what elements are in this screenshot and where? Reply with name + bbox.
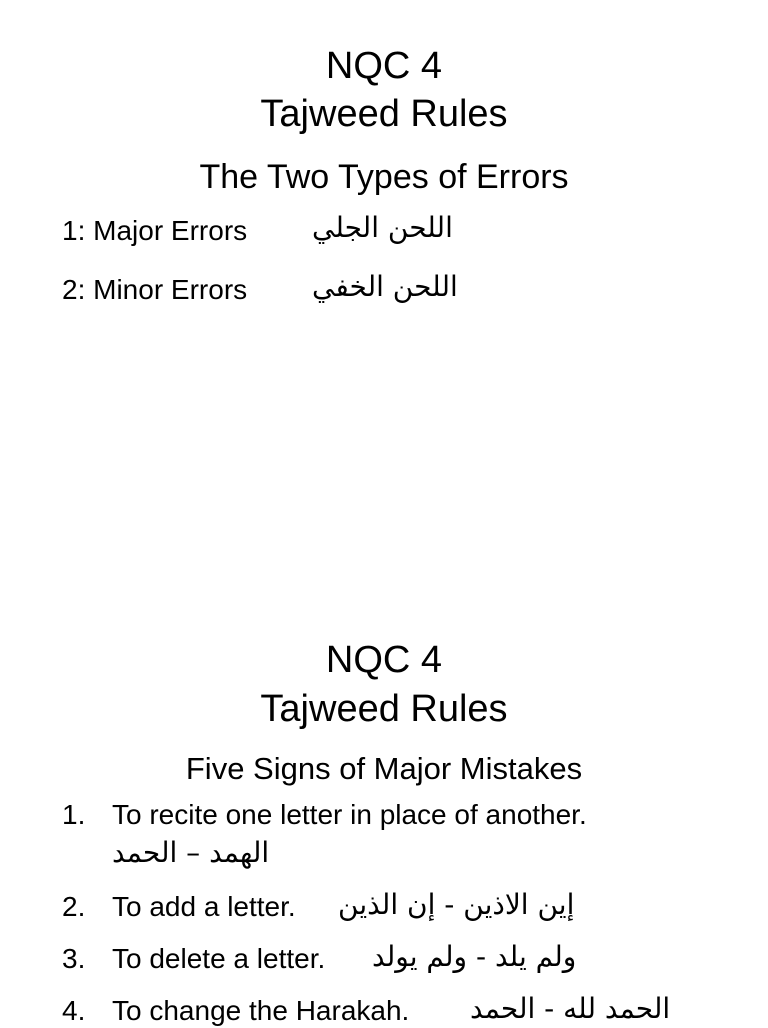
mistake-item-arabic: ولم يلد - ولم يولد: [372, 940, 577, 973]
mistake-item-text: To change the Harakah.: [112, 995, 410, 1026]
error-item-label: 1: Major Errors: [62, 215, 248, 246]
mistake-item-arabic: إين الاذين - إن الذين: [338, 888, 575, 921]
error-item-label: 2: Minor Errors: [62, 274, 248, 305]
slide-2-subtitle: Five Signs of Major Mistakes: [185, 751, 583, 786]
slide-2-title-line-1: NQC 4: [325, 639, 443, 681]
slide-2-title-line-2: Tajweed Rules: [260, 688, 508, 730]
mistake-item-arabic: الحمد لله - الحمد: [470, 992, 671, 1025]
mistake-item-text: To recite one letter in place of another.: [112, 799, 587, 830]
error-item-major: [62, 214, 247, 248]
error-item-major-arabic: اللحن الجلي: [312, 211, 453, 244]
mistake-item-number: 3.: [62, 943, 86, 974]
slide-1-title-line-1: NQC 4: [325, 45, 443, 87]
slide-1-subtitle: The Two Types of Errors: [199, 158, 569, 196]
error-item-minor: [62, 273, 247, 307]
mistake-item-number: 1.: [62, 799, 86, 830]
mistake-item-text: To delete a letter.: [112, 943, 326, 974]
mistake-item-arabic: الهمد – الحمد: [112, 836, 270, 869]
mistake-item-number: 2.: [62, 891, 86, 922]
mistake-item-number: 4.: [62, 995, 86, 1026]
slide-1-title-line-2: Tajweed Rules: [260, 93, 508, 135]
mistake-item-text: To add a letter.: [112, 891, 296, 922]
error-item-minor-arabic: اللحن الخفي: [312, 270, 458, 303]
